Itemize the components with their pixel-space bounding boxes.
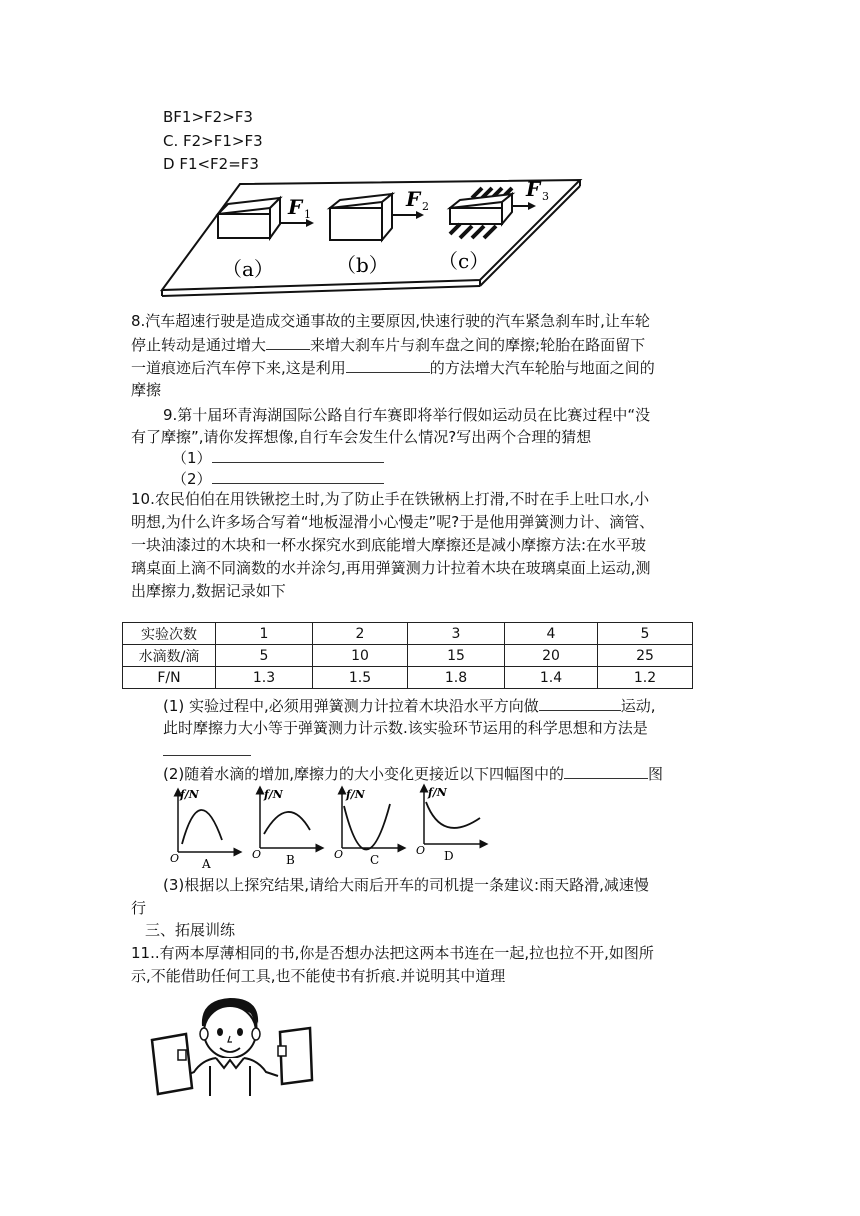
graph-d (416, 786, 484, 863)
q11-line2: 示,不能借助任何工具,也不能使书有折痕.并说明其中道理 (131, 967, 506, 985)
q10-s1-line2: 此时摩擦力大小等于弹簧测力计示数.该实验环节运用的科学思想和方法是 (163, 719, 648, 737)
option-c: C. F2>F1>F3 (163, 132, 263, 150)
q10-s3-line1: (3)根据以上探究结果,请给大雨后开车的司机提一条建议:雨天路滑,减速慢 (163, 876, 649, 894)
friction-blocks-figure (160, 178, 585, 310)
q10-s1-line1: (1) 实验过程中,必须用弹簧测力计拉着木块沿水平方向做 运动, (163, 694, 656, 717)
left-book (152, 1034, 192, 1094)
block-c (450, 188, 536, 238)
svg-text:O: O (334, 848, 344, 861)
friction-graphs (166, 782, 496, 870)
q9-item2: （2） (172, 467, 384, 490)
q8-line2: 停止转动是通过增大 来增大刹车片与刹车盘之间的摩擦;轮胎在路面留下 (131, 333, 645, 356)
q9-item1: （1） (172, 446, 384, 469)
caption-b: （b） (336, 253, 389, 277)
svg-text:C: C (370, 853, 380, 867)
q10-line4: 璃桌面上滴不同滴数的水并涂匀,再用弹簧测力计拉着木块在玻璃桌面上运动,测 (131, 559, 651, 577)
section-title: 三、拓展训练 (145, 921, 236, 939)
force-label-2: F (406, 187, 421, 211)
svg-text:D: D (444, 849, 454, 863)
q10-s1-blank (163, 755, 251, 756)
force-sub-1: 1 (304, 208, 311, 221)
table-row: F/N 1.3 1.5 1.8 1.4 1.2 (123, 667, 693, 689)
q10-s3-line2: 行 (131, 899, 147, 917)
person-with-books-illustration (150, 996, 320, 1096)
svg-text:O: O (252, 848, 262, 861)
q9-line1: 9.第十届环青海湖国际公路自行车赛即将举行假如运动员在比赛过程中“没 (163, 406, 651, 424)
force-sub-2: 2 (422, 200, 429, 213)
graph-c (334, 788, 402, 867)
svg-text:f/N: f/N (346, 788, 365, 801)
q8-line3: 一道痕迹后汽车停下来,这是利用 的方法增大汽车轮胎与地面之间的 (131, 356, 655, 379)
force-sub-3: 3 (542, 190, 549, 203)
table-row: 实验次数 1 2 3 4 5 (123, 623, 693, 645)
q10-line5: 出摩擦力,数据记录如下 (131, 582, 286, 600)
svg-text:f/N: f/N (264, 788, 283, 801)
q10-line2: 明想,为什么许多场合写着“地板湿滑小心慢走”呢?于是他用弹簧测力计、滴管、 (131, 513, 655, 531)
q10-line3: 一块油漆过的木块和一杯水探究水到底能增大摩擦还是减小摩擦方法:在水平玻 (131, 536, 647, 554)
option-d: D F1<F2=F3 (163, 155, 259, 173)
graph-b (252, 788, 320, 867)
svg-text:O: O (416, 844, 426, 857)
table-row: 水滴数/滴 5 10 15 20 25 (123, 645, 693, 667)
q8-line1: 8.汽车超速行驶是造成交通事故的主要原因,快速行驶的汽车紧急刹车时,让车轮 (131, 312, 650, 330)
caption-a: （a） (222, 257, 274, 281)
right-book (278, 1028, 312, 1084)
q10-line1: 10.农民伯伯在用铁锹挖土时,为了防止手在铁锹柄上打滑,不时在手上吐口水,小 (131, 490, 650, 508)
q9-line2: 有了摩擦”,请你发挥想像,自行车会发生什么情况?写出两个合理的猜想 (131, 428, 592, 446)
svg-text:O: O (170, 852, 180, 865)
svg-text:B: B (286, 853, 295, 867)
svg-text:f/N: f/N (180, 788, 199, 801)
force-label-1: F (288, 195, 303, 219)
q8-line4: 摩擦 (131, 381, 162, 399)
q10-s2: (2)随着水滴的增加,摩擦力的大小变化更接近以下四幅图中的 图 (163, 762, 663, 785)
q11-line1: 11..有两本厚薄相同的书,你是否想办法把这两本书连在一起,拉也拉不开,如图所 (131, 944, 654, 962)
svg-text:f/N: f/N (428, 786, 447, 799)
graph-a (170, 788, 238, 870)
svg-text:A: A (202, 857, 211, 870)
option-b: BF1>F2>F3 (163, 108, 253, 126)
caption-c: （c） (438, 249, 490, 273)
force-label-3: F (526, 178, 541, 201)
data-table (122, 622, 693, 689)
